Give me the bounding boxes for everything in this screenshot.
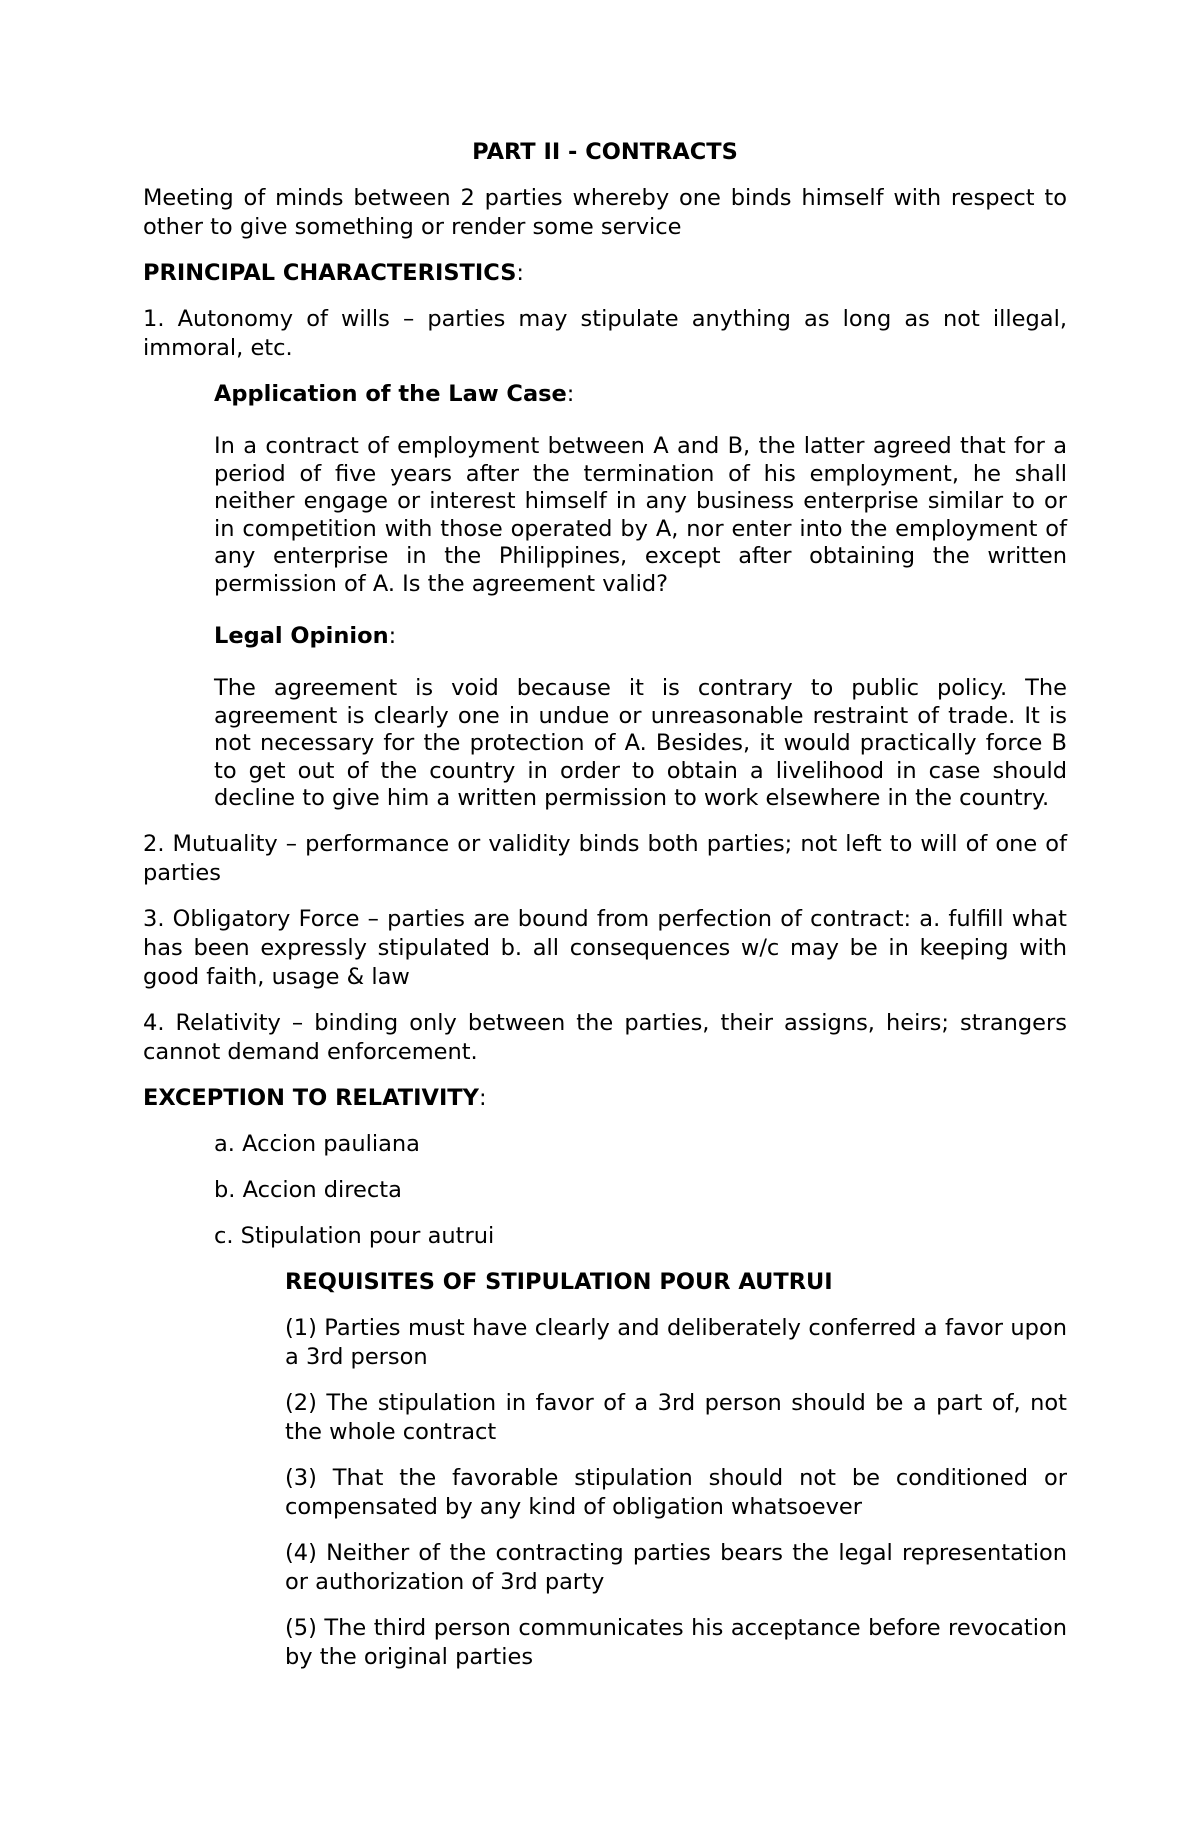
requisites-heading: REQUISITES OF STIPULATION POUR AUTRUI <box>285 1268 833 1295</box>
case-paragraph: In a contract of employment between A and B, the latter agreed that for a period of five years after the termination of his employment, he shall neither engage or interest himself in any business enterprise similar to or in competition with those operated by A, nor enter into the employment of any enterprise in the Philippines, except after obtaining the written permission of A. Is the agreement valid? <box>214 433 1067 597</box>
exception-item: b. Accion directa <box>214 1176 402 1203</box>
exception-item: a. Accion pauliana <box>214 1130 420 1157</box>
exception-heading <box>143 1084 1067 1113</box>
requisite-item: (5) The third person communicates his acceptance before revocation by the original parties <box>285 1614 1067 1670</box>
heading-text: EXCEPTION TO RELATIVITY <box>143 1084 479 1111</box>
characteristic-3: 3. Obligatory Force – parties are bound from perfection of contract: a. fulfill what has been expressly stipulated b. all consequences w/c may be in keeping with good faith, usage & law <box>143 905 1067 990</box>
opinion-heading <box>214 622 1067 651</box>
heading-colon: : <box>388 623 397 649</box>
exception-item: c. Stipulation pour autrui <box>214 1222 495 1249</box>
page-title: PART II - CONTRACTS <box>472 139 738 165</box>
requisite-item: (3) That the favorable stipulation should not be conditioned or compensated by any kind of obligation whatsoever <box>285 1464 1067 1520</box>
characteristic-1: 1. Autonomy of wills – parties may stipulate anything as long as not illegal, immoral, etc. <box>143 306 1067 361</box>
heading-text: PRINCIPAL CHARACTERISTICS <box>143 260 517 286</box>
requisite-item: (1) Parties must have clearly and deliberately conferred a favor upon a 3rd person <box>285 1314 1067 1370</box>
characteristic-4: 4. Relativity – binding only between the parties, their assigns, heirs; strangers cannot demand enforcement. <box>143 1009 1067 1065</box>
principal-characteristics-heading <box>143 259 1067 288</box>
definition-paragraph: Meeting of minds between 2 parties whereby one binds himself with respect to other to give something or render some service <box>143 185 1067 240</box>
heading-text: Application of the Law Case <box>214 381 567 407</box>
heading-colon: : <box>478 1084 487 1111</box>
heading-text: Legal Opinion <box>214 623 389 649</box>
requisite-item: (2) The stipulation in favor of a 3rd person should be a part of, not the whole contract <box>285 1389 1067 1445</box>
requisite-item: (4) Neither of the contracting parties bears the legal representation or authorization of 3rd party <box>285 1539 1067 1595</box>
heading-colon: : <box>516 260 524 286</box>
opinion-paragraph: The agreement is void because it is contrary to public policy. The agreement is clearly one in undue or unreasonable restraint of trade. It is not necessary for the protection of A. Besides, it would practically force B to get out of the country in order to obtain a livelihood in case should decline to give him a written permission to work elsewhere in the country. <box>214 675 1067 811</box>
case-heading <box>214 380 1067 409</box>
document-body <box>143 138 1067 1672</box>
heading-colon: : <box>566 381 575 407</box>
characteristic-2: 2. Mutuality – performance or validity binds both parties; not left to will of one of parties <box>143 830 1067 886</box>
